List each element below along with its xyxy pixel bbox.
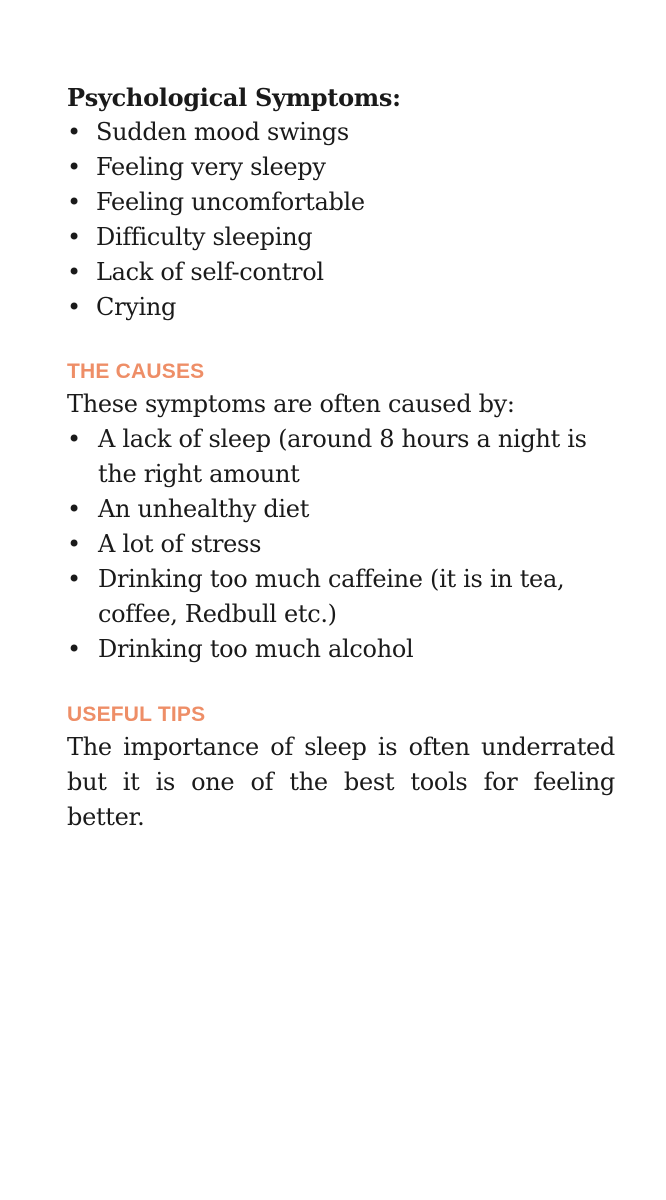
list-item-text: Drinking too much caffeine (it is in tea, coffee, Redbull etc.) bbox=[98, 565, 565, 628]
list-item-text: An unhealthy diet bbox=[98, 495, 310, 523]
causes-list bbox=[67, 422, 615, 667]
list-item bbox=[67, 527, 615, 562]
list-item bbox=[67, 150, 615, 185]
bullet-icon: • bbox=[67, 495, 81, 523]
psychological-symptoms-list bbox=[67, 115, 615, 325]
list-item bbox=[67, 185, 615, 220]
bullet-icon: • bbox=[67, 118, 81, 146]
list-item bbox=[67, 632, 615, 667]
list-item bbox=[67, 422, 615, 492]
bullet-icon: • bbox=[67, 153, 81, 181]
useful-tips-text: The importance of sleep is often underrated but it is one of the best tools for feeling better. bbox=[67, 733, 615, 831]
list-item bbox=[67, 562, 615, 632]
bullet-icon: • bbox=[67, 188, 81, 216]
list-item-text: Crying bbox=[96, 293, 177, 321]
list-item bbox=[67, 492, 615, 527]
list-item-text: A lack of sleep (around 8 hours a night is the right amount bbox=[98, 425, 587, 488]
list-item-text: Difficulty sleeping bbox=[96, 223, 313, 251]
list-item bbox=[67, 255, 615, 290]
causes-heading: THE CAUSES bbox=[67, 360, 205, 383]
bullet-icon: • bbox=[67, 293, 81, 321]
bullet-icon: • bbox=[67, 565, 81, 593]
list-item-text: Feeling very sleepy bbox=[96, 153, 326, 181]
list-item bbox=[67, 220, 615, 255]
bullet-icon: • bbox=[67, 530, 81, 558]
list-item bbox=[67, 290, 615, 325]
list-item-text: Lack of self-control bbox=[96, 258, 324, 286]
causes-intro: These symptoms are often caused by: bbox=[67, 390, 515, 418]
bullet-icon: • bbox=[67, 425, 81, 453]
list-item-text: Sudden mood swings bbox=[96, 118, 349, 146]
bullet-icon: • bbox=[67, 223, 81, 251]
useful-tips-heading: USEFUL TIPS bbox=[67, 703, 206, 726]
list-item-text: Feeling uncomfortable bbox=[96, 188, 365, 216]
list-item-text: Drinking too much alcohol bbox=[98, 635, 414, 663]
bullet-icon: • bbox=[67, 258, 81, 286]
document-page bbox=[67, 80, 615, 835]
psychological-symptoms-heading: Psychological Symptoms: bbox=[67, 83, 401, 112]
list-item bbox=[67, 115, 615, 150]
list-item-text: A lot of stress bbox=[98, 530, 262, 558]
bullet-icon: • bbox=[67, 635, 81, 663]
